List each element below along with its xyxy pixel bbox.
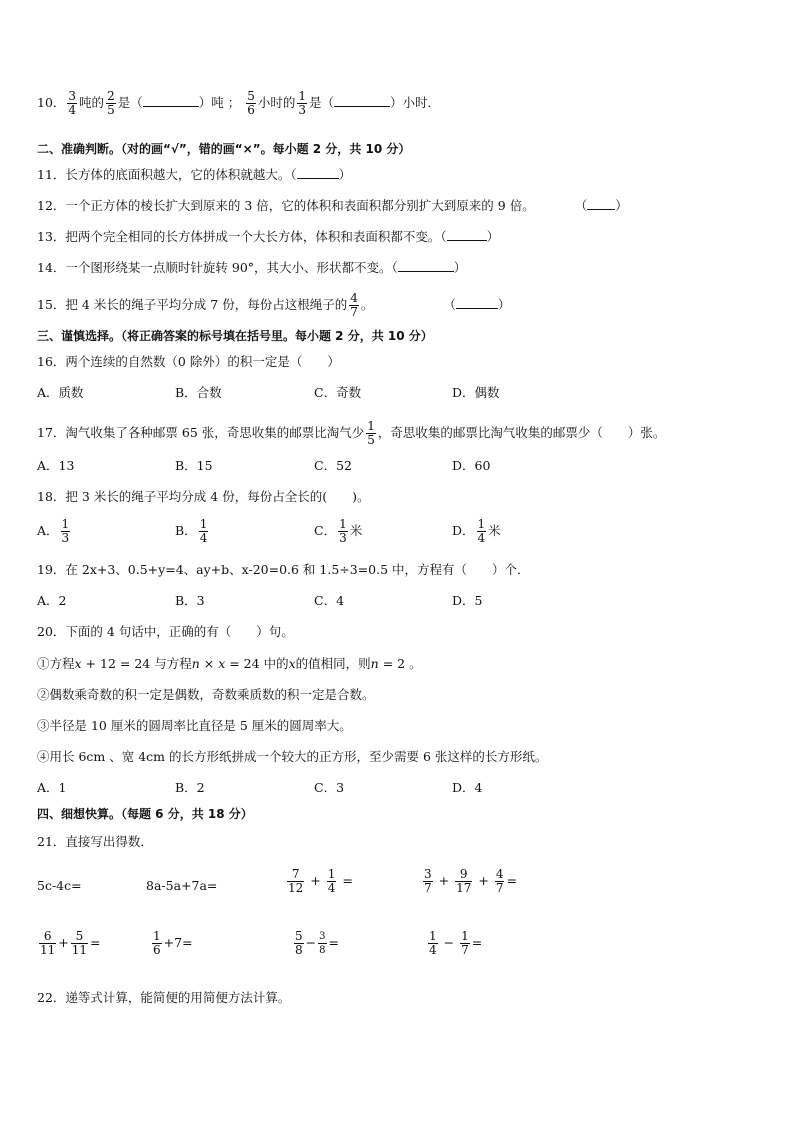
question-16: 16．两个连续的自然数（0 除外）的积一定是（ ）: [37, 354, 340, 369]
option-d[interactable]: D．60: [452, 458, 491, 473]
question-11: 11．长方体的底面积越大，它的体积就越大。（ ）: [37, 167, 352, 182]
expression: $\frac{1}{4}$ − $\frac{1}{7}$ =: [429, 929, 483, 957]
question-22: 22．递等式计算，能简便的用简便方法计算。: [37, 990, 291, 1005]
option-a[interactable]: A．13: [37, 458, 75, 473]
section-3-heading: 三、谨慎选择。（将正确答案的标号填在括号里。每小题 2 分，共 10 分）: [37, 329, 433, 343]
option-b[interactable]: B．3: [175, 593, 205, 608]
option-c[interactable]: C．4: [314, 593, 345, 608]
question-10: 10． $\frac{3}{4}$ 吨的 $\frac{2}{5}$ 是（ ）吨 ； $\frac{5}{6}$ 小时的 $\frac{1}{3}$ 是（ ）小时．: [37, 89, 441, 117]
section-4-heading: 四、细想快算。（每题 6 分，共 18 分）: [37, 807, 253, 821]
expression: $\frac{1}{6}$ +7=: [153, 929, 193, 957]
question-19: 19．在 2x+3、0.5+y=4、ay+b、x-20=0.6 和 1.5÷3=0.5 中，方程有（ ）个．: [37, 562, 530, 577]
option-d[interactable]: D．偶数: [452, 385, 500, 400]
question-13: 13．把两个完全相同的长方体拼成一个大长方体，体积和表面积都不变。（ ）: [37, 229, 500, 244]
expression: $\frac{5}{8}$ − $\frac{3}{8}$ =: [295, 929, 339, 957]
option-a[interactable]: A． $\frac{1}{3}$: [37, 517, 70, 545]
statement-1: ①方程x + 12 = 24 与方程n × x = 24 中的x的值相同，则n = 2 。: [37, 656, 422, 671]
fraction: $\frac{2}{5}$: [107, 89, 115, 117]
statement-2: ②偶数乘奇数的积一定是偶数，奇数乘质数的积一定是合数。: [37, 687, 375, 702]
answer-blank[interactable]: [456, 297, 498, 309]
question-21: 21．直接写出得数．: [37, 834, 153, 849]
fraction: $\frac{4}{7}$: [350, 291, 358, 319]
fraction: $\frac{1}{4}$: [477, 517, 486, 545]
expression: $\frac{6}{11}$ + $\frac{5}{11}$ =: [40, 929, 101, 957]
option-b[interactable]: B．15: [175, 458, 213, 473]
fraction: $\frac{5}{6}$: [247, 89, 255, 117]
answer-blank[interactable]: [334, 95, 390, 107]
question-14: 14．一个图形绕某一点顺时针旋转 90°，其大小、形状都不变。（ ）: [37, 260, 467, 275]
option-c[interactable]: C．奇数: [314, 385, 362, 400]
question-12: 12．一个正方体的棱长扩大到原来的 3 倍，它的体积和表面积都分别扩大到原来的 9 倍。 （ ）: [37, 198, 628, 213]
option-d[interactable]: D． $\frac{1}{4}$ 米: [452, 517, 501, 545]
option-c[interactable]: C．52: [314, 458, 352, 473]
question-17: 17．淘气收集了各种邮票 65 张，奇思收集的邮票比淘气少 $\frac{1}{5}$ ，奇思收集的邮票比淘气收集的邮票少（ ）张。: [37, 419, 666, 447]
option-a[interactable]: A．质数: [37, 385, 84, 400]
expression: 5c-4c=: [37, 878, 82, 893]
option-a[interactable]: A．1: [37, 780, 67, 795]
statement-3: ③半径是 10 厘米的圆周率比直径是 5 厘米的圆周率大。: [37, 718, 352, 733]
expression: $\frac{3}{7}$ + $\frac{9}{17}$ + $\frac{4}{7}$ =: [424, 867, 517, 895]
option-b[interactable]: B． $\frac{1}{4}$: [175, 517, 208, 545]
option-b[interactable]: B．2: [175, 780, 205, 795]
answer-blank[interactable]: [447, 229, 487, 241]
fraction: $\frac{1}{3}$: [61, 517, 70, 545]
expression: $\frac{7}{12}$ + $\frac{1}{4}$ =: [288, 867, 353, 895]
fraction: $\frac{3}{4}$: [68, 89, 77, 117]
option-a[interactable]: A．2: [37, 593, 67, 608]
statement-4: ④用长 6cm 、宽 4cm 的长方形纸拼成一个较大的正方形，至少需要 6 张这样的长方形纸。: [37, 749, 548, 764]
option-d[interactable]: D．4: [452, 780, 483, 795]
fraction: $\frac{1}{3}$: [298, 89, 306, 117]
answer-blank[interactable]: [587, 198, 615, 210]
answer-blank[interactable]: [398, 260, 454, 272]
option-c[interactable]: C． $\frac{1}{3}$ 米: [314, 517, 363, 545]
question-18: 18．把 3 米长的绳子平均分成 4 份，每份占全长的( )。: [37, 489, 370, 504]
answer-blank[interactable]: [297, 167, 339, 179]
expression: 8a-5a+7a=: [146, 878, 218, 893]
option-c[interactable]: C．3: [314, 780, 345, 795]
question-15: 15．把 4 米长的绳子平均分成 7 份，每份占这根绳子的 $\frac{4}{7}$ 。 （ ）: [37, 291, 511, 319]
fraction: $\frac{1}{4}$: [199, 517, 208, 545]
option-b[interactable]: B．合数: [175, 385, 222, 400]
answer-blank[interactable]: [143, 95, 199, 107]
section-2-heading: 二、准确判断。（对的画“√”，错的画“×”。每小题 2 分，共 10 分）: [37, 142, 411, 156]
option-d[interactable]: D．5: [452, 593, 483, 608]
fraction: $\frac{1}{3}$: [339, 517, 347, 545]
fraction: $\frac{1}{5}$: [367, 419, 375, 447]
question-20: 20．下面的 4 句话中，正确的有（ ）句。: [37, 624, 294, 639]
